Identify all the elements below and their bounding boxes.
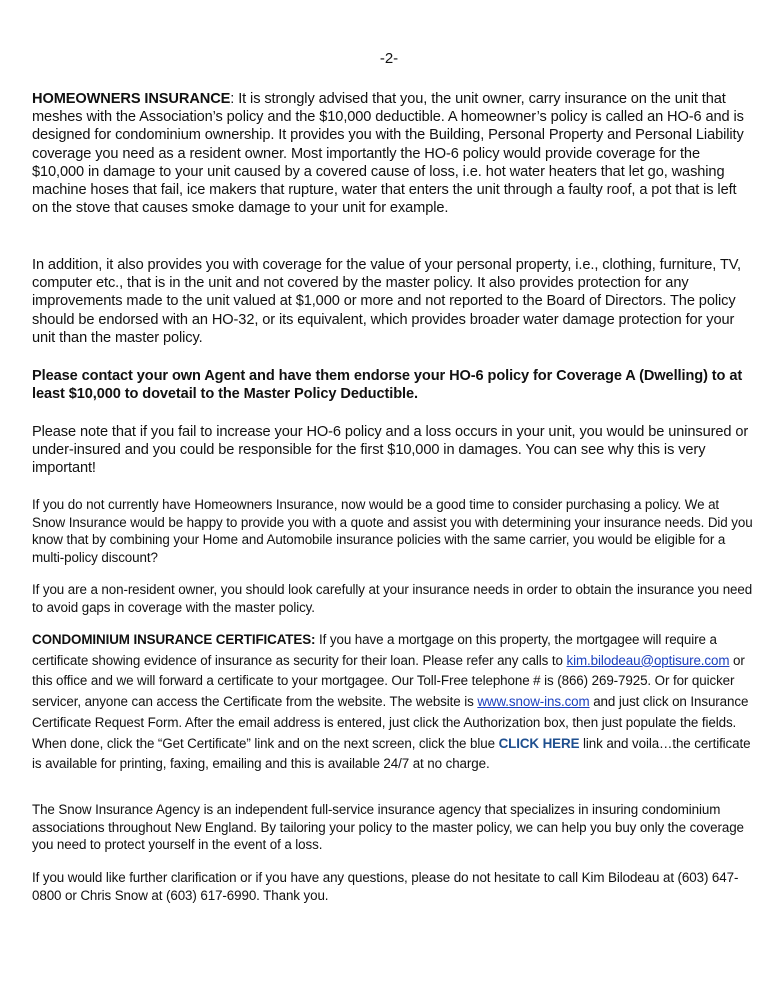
certificates-text-part3: and just click on Insurance Certificate Request Form. After the email address is entered, just click the Authorization box, then just populate the fields. When done, click the “Get Certificate” link and on the next screen, click the blue [32, 694, 749, 751]
email-link[interactable]: kim.bilodeau@optisure.com [566, 652, 730, 668]
page-number: -2- [379, 50, 399, 67]
contact-agent-paragraph: Please contact your own Agent and have them endorse your HO-6 policy for Coverage A (Dwelling) to at least $10,000 to dovetail to the Master Policy Deductible. [32, 368, 743, 403]
agency-description-paragraph: The Snow Insurance Agency is an independent full-service insurance agency that specializes in insuring condominium associations throughout New England. By tailoring your policy to the master policy, we can help you buy only the coverage you need to protect yourself in the event of a loss. [32, 802, 744, 852]
purchase-insurance-paragraph: If you do not currently have Homeowners Insurance, now would be a good time to consider purchasing a policy. We at Snow Insurance would be happy to provide you with a quote and assist you with determining your insurance needs. Did you know that by combining your Home and Automobile insurance policies with the same carrier, you would be eligible for a multi-policy discount? [32, 497, 753, 565]
certificates-text-part1: If you have a mortgage on this property, the mortgagee will require a certificate showing evidence of insurance as security for their loan. Please refer any calls to [32, 632, 717, 668]
homeowners-insurance-paragraph [32, 90, 754, 217]
uninsured-warning-paragraph: Please note that if you fail to increase your HO-6 policy and a loss occurs in your unit, you would be uninsured or under-insured and you could be responsible for the first $10,000 in damages. You can see why this is very important! [32, 424, 749, 477]
homeowners-insurance-body: It is strongly advised that you, the unit owner, carry insurance on the unit that meshes with the Association’s policy and the $10,000 deductible. A homeowner’s policy is called an HO-6 and is designed for condominium ownership. It provides you with the Building, Personal Property and Personal Liability coverage you need as a resident owner. Most importantly the HO-6 policy would provide coverage for the $10,000 in damage to your unit caused by a covered cause of loss, i.e. hot water heaters that let go, washing machine hoses that fail, ice makers that rupture, water that enters the unit through a faulty roof, a pot that is left on the stove that causes smoke damage to your unit for example. [32, 91, 744, 217]
certificates-text-part2: or this office and we will forward a certificate to your mortgagee. Our Toll-Free telephone # is (866) 269-7925. Or for quicker servicer, anyone can access the Certificate from the website. The website is [32, 652, 745, 710]
certificates-paragraph [32, 630, 754, 775]
certificates-heading: CONDOMINIUM INSURANCE CERTIFICATES: [32, 632, 316, 647]
personal-property-paragraph: In addition, it also provides you with coverage for the value of your personal property, i.e., clothing, furniture, TV, computer etc., that is in the unit and not covered by the master policy. It also provides protection for any improvements made to the unit valued at $1,000 or more and not reported to the Board of Directors. The policy should be endorsed with an HO-32, or its equivalent, which provides broader water damage protection for your unit than the master policy. [32, 257, 742, 346]
website-link[interactable]: www.snow-ins.com [477, 694, 590, 710]
click-here-text: CLICK HERE [498, 735, 580, 751]
certificates-text-part4: link and voila…the certificate is available for printing, faxing, emailing and this is available 24/7 at no charge. [32, 735, 751, 772]
closing-contact-paragraph: If you would like further clarification or if you have any questions, please do not hesitate to call Kim Bilodeau at (603) 647-0800 or Chris Snow at (603) 617-6990. Thank you. [32, 870, 739, 903]
homeowners-heading-colon: : [230, 91, 235, 107]
homeowners-insurance-heading: HOMEOWNERS INSURANCE [32, 91, 231, 107]
non-resident-paragraph: If you are a non-resident owner, you should look carefully at your insurance needs in order to obtain the insurance you need to avoid gaps in coverage with the master policy. [32, 582, 753, 615]
